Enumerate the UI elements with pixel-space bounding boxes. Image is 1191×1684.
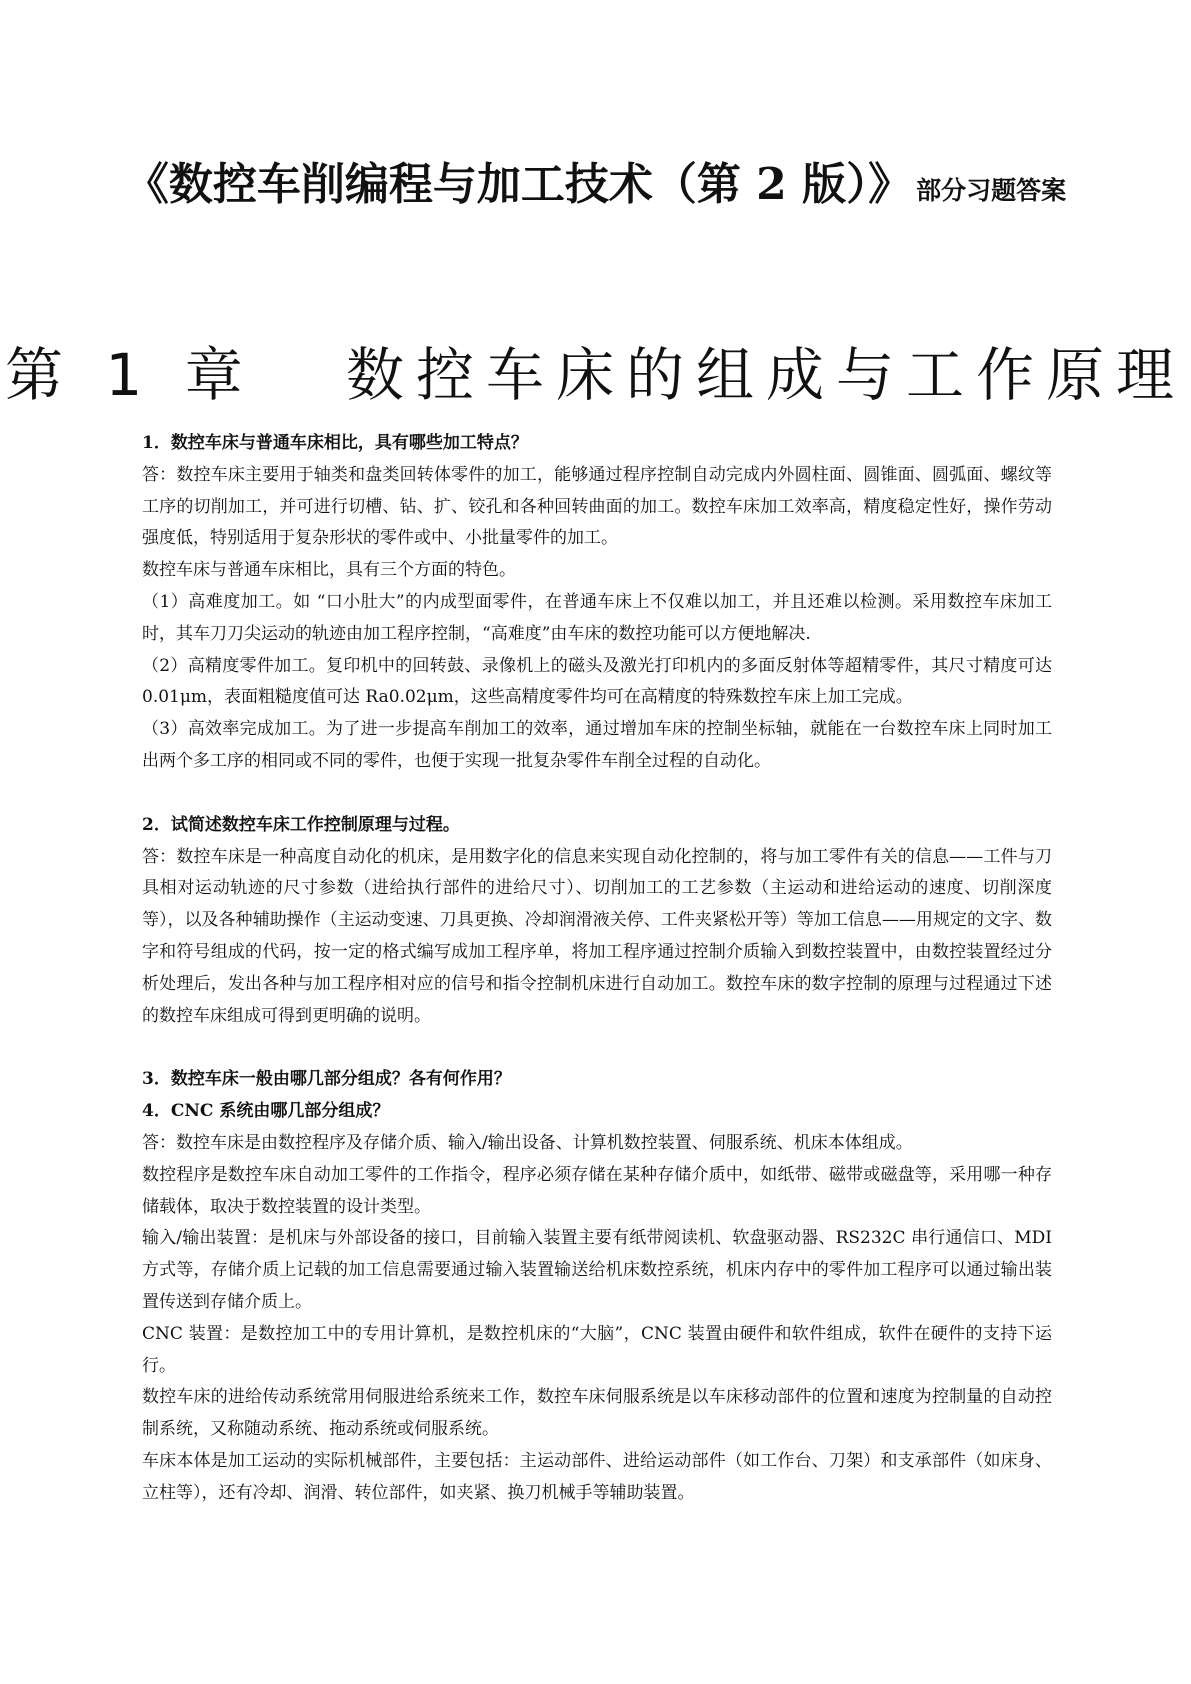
document-body (142, 428, 1052, 1510)
question-4: 4．CNC 系统由哪几部分组成？ (142, 1101, 390, 1122)
answer-1-paragraph: （2）高精度零件加工。复印机中的回转鼓、录像机上的磁头及激光打印机内的多面反射体等超精零件，其尺寸精度可达 0.01μm，表面粗糙度值可达 Ra0.02μm，这些高精度零件均可在高精度的特殊数控车床上加工完成。 (142, 655, 1052, 708)
question-1: 1．数控车床与普通车床相比，具有哪些加工特点？ (142, 433, 528, 453)
answer-3-4-paragraph: 答：数控车床是由数控程序及存储介质、输入/输出设备、计算机数控装置、伺服系统、机床本体组成。 (142, 1132, 913, 1153)
answer-1-paragraph: （1）高难度加工。如 “口小肚大”的内成型面零件，在普通车床上不仅难以加工，并且还难以检测。采用数控车床加工时，其车刀刀尖运动的轨迹由加工程序控制，“高难度”由车床的数控功能可以方便地解决. (142, 591, 1052, 644)
question-2: 2．试简述数控车床工作控制原理与过程。 (142, 814, 460, 835)
question-3: 3．数控车床一般由哪几部分组成？各有何作用？ (142, 1069, 511, 1090)
answer-1-paragraph: （3）高效率完成加工。为了进一步提高车削加工的效率，通过增加车床的控制坐标轴，就能在一台数控车床上同时加工出两个多工序的相同或不同的零件，也便于实现一批复杂零件车削全过程的自动化。 (142, 719, 1052, 771)
answer-3-4-paragraph: CNC 装置：是数控加工中的专用计算机，是数控机床的“大脑”，CNC 装置由硬件和软件组成，软件在硬件的支持下运行。 (142, 1323, 1052, 1376)
answer-1-paragraph: 数控车床与普通车床相比，具有三个方面的特色。 (142, 560, 516, 581)
answer-2-paragraph: 答：数控车床是一种高度自动化的机床，是用数字化的信息来实现自动化控制的，将与加工零件有关的信息——工件与刀具相对运动轨迹的尺寸参数（进给执行部件的进给尺寸）、切削加工的工艺参数（主运动和进给运动的速度、切削深度等），以及各种辅助操作（主运动变速、刀具更换、冷却润滑液关停、工件夹紧松开等）等加工信息——用规定的文字、数字和符号组成的代码，按一定的格式编写成加工程序单，将加工程序通过控制介质输入到数控装置中，由数控装置经过分析处理后，发出各种与加工程序相对应的信号和指令控制机床进行自动加工。数控车床的数字控制的原理与过程通过下述的数控车床组成可得到更明确的说明。 (142, 846, 1052, 1026)
chapter-heading: 第 1 章 数控车床的组成与工作原理 (4, 341, 1187, 409)
answer-3-4-paragraph: 数控车床的进给传动系统常用伺服进给系统来工作，数控车床伺服系统是以车床移动部件的位置和速度为控制量的自动控制系统，又称随动系统、拖动系统或伺服系统。 (142, 1387, 1052, 1440)
answer-3-4-paragraph: 数控程序是数控车床自动加工零件的工作指令，程序必须存储在某种存储介质中，如纸带、磁带或磁盘等，采用哪一种存储载体，取决于数控装置的设计类型。 (142, 1164, 1052, 1217)
document-title (0, 148, 1191, 212)
answer-3-4-paragraph: 输入/输出装置：是机床与外部设备的接口，目前输入装置主要有纸带阅读机、软盘驱动器、RS232C 串行通信口、MDI 方式等，存储介质上记载的加工信息需要通过输入装置输送给机床数控系统，机床内存中的零件加工程序可以通过输出装置传送到存储介质上。 (142, 1228, 1052, 1312)
book-title: 《数控车削编程与加工技术（第 2 版）》 (124, 159, 913, 210)
section-spacer (142, 1032, 1052, 1064)
document-subtitle: 部分习题答案 (916, 176, 1067, 205)
answer-3-4-paragraph: 车床本体是加工运动的实际机械部件，主要包括：主运动部件、进给运动部件（如工作台、刀架）和支承部件（如床身、立柱等），还有冷却、润滑、转位部件，如夹紧、换刀机械手等辅助装置。 (142, 1450, 1052, 1503)
section-spacer (142, 778, 1052, 810)
answer-1-paragraph: 答：数控车床主要用于轴类和盘类回转体零件的加工，能够通过程序控制自动完成内外圆柱面、圆锥面、圆弧面、螺纹等工序的切削加工，并可进行切槽、钻、扩、铰孔和各种回转曲面的加工。数控车床加工效率高，精度稳定性好，操作劳动强度低，特别适用于复杂形状的零件或中、小批量零件的加工。 (142, 464, 1052, 549)
